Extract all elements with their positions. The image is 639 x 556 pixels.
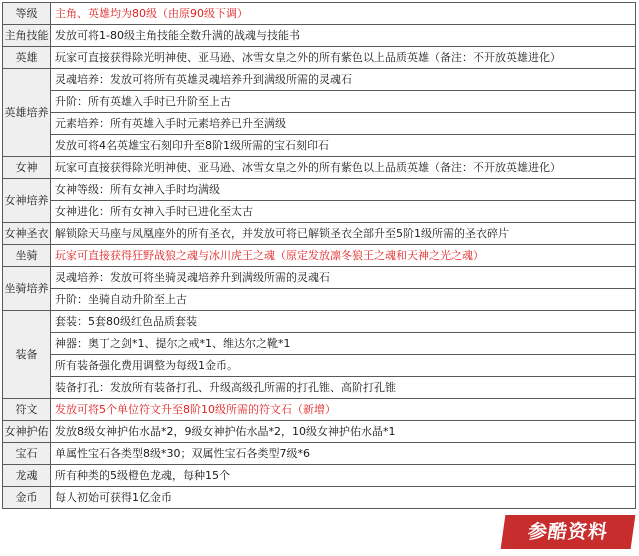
row-description: 玩家可直接获得狂野战狼之魂与冰川虎王之魂（原定发放凛冬狼王之魂和天神之光之魂） bbox=[51, 245, 636, 267]
row-category: 宝石 bbox=[3, 443, 51, 465]
row-description: 元素培养：所有英雄入手时元素培养已升至满级 bbox=[51, 113, 636, 135]
table-row bbox=[3, 3, 636, 25]
row-category: 女神圣衣 bbox=[3, 223, 51, 245]
table-row bbox=[3, 289, 636, 311]
table-row bbox=[3, 69, 636, 91]
row-category: 坐骑 bbox=[3, 245, 51, 267]
row-description: 神器：奥丁之剑*1、提尔之戒*1、维达尔之靴*1 bbox=[51, 333, 636, 355]
row-description: 发放可将4名英雄宝石刻印升至8阶1级所需的宝石刻印石 bbox=[51, 135, 636, 157]
row-description: 解锁除天马座与凤凰座外的所有圣衣，并发放可将已解锁圣衣全部升至5阶1级所需的圣衣碎片 bbox=[51, 223, 636, 245]
row-description: 女神进化：所有女神入手时已进化至太古 bbox=[51, 201, 636, 223]
table-row bbox=[3, 399, 636, 421]
info-table bbox=[2, 2, 636, 509]
table-row bbox=[3, 267, 636, 289]
row-description: 所有装备强化费用调整为每级1金币。 bbox=[51, 355, 636, 377]
row-description: 女神等级：所有女神入手时均满级 bbox=[51, 179, 636, 201]
table-row bbox=[3, 201, 636, 223]
row-description: 玩家可直接获得除光明神使、亚马逊、冰雪女皇之外的所有紫色以上品质英雄（备注：不开放英雄进化） bbox=[51, 47, 636, 69]
table-row bbox=[3, 421, 636, 443]
table-row bbox=[3, 223, 636, 245]
row-category: 女神 bbox=[3, 157, 51, 179]
row-description: 发放8级女神护佑水晶*2，9级女神护佑水晶*2，10级女神护佑水晶*1 bbox=[51, 421, 636, 443]
row-description: 灵魂培养：发放可将坐骑灵魂培养升到满级所需的灵魂石 bbox=[51, 267, 636, 289]
row-description: 单属性宝石各类型8级*30；双属性宝石各类型7级*6 bbox=[51, 443, 636, 465]
row-description: 套装：5套80级红色品质套装 bbox=[51, 311, 636, 333]
row-category: 英雄培养 bbox=[3, 69, 51, 157]
table-row bbox=[3, 355, 636, 377]
row-description: 玩家可直接获得除光明神使、亚马逊、冰雪女皇之外的所有紫色以上品质英雄（备注：不开放英雄进化） bbox=[51, 157, 636, 179]
table-row bbox=[3, 47, 636, 69]
row-description: 装备打孔：发放所有装备打孔、升级高级孔所需的打孔锥、高阶打孔锥 bbox=[51, 377, 636, 399]
row-description: 每人初始可获得1亿金币 bbox=[51, 487, 636, 509]
info-table-body bbox=[3, 3, 636, 509]
row-category: 装备 bbox=[3, 311, 51, 399]
table-row bbox=[3, 465, 636, 487]
table-row bbox=[3, 487, 636, 509]
row-category: 主角技能 bbox=[3, 25, 51, 47]
table-row bbox=[3, 25, 636, 47]
row-category: 龙魂 bbox=[3, 465, 51, 487]
table-row bbox=[3, 245, 636, 267]
table-row bbox=[3, 179, 636, 201]
table-row bbox=[3, 113, 636, 135]
table-row bbox=[3, 443, 636, 465]
table-row bbox=[3, 333, 636, 355]
table-row bbox=[3, 91, 636, 113]
table-row bbox=[3, 311, 636, 333]
table-row bbox=[3, 377, 636, 399]
row-category: 女神护佑 bbox=[3, 421, 51, 443]
row-description: 升阶：所有英雄入手时已升阶至上古 bbox=[51, 91, 636, 113]
table-row bbox=[3, 135, 636, 157]
row-description: 升阶：坐骑自动升阶至上古 bbox=[51, 289, 636, 311]
row-category: 英雄 bbox=[3, 47, 51, 69]
row-category: 等级 bbox=[3, 3, 51, 25]
row-description: 发放可将1-80级主角技能全数升满的战魂与技能书 bbox=[51, 25, 636, 47]
row-category: 符文 bbox=[3, 399, 51, 421]
row-description: 所有种类的5级橙色龙魂，每种15个 bbox=[51, 465, 636, 487]
row-description: 灵魂培养：发放可将所有英雄灵魂培养升到满级所需的灵魂石 bbox=[51, 69, 636, 91]
row-category: 女神培养 bbox=[3, 179, 51, 223]
watermark-logo: 参酷资料 bbox=[501, 515, 636, 549]
row-category: 金币 bbox=[3, 487, 51, 509]
row-description: 发放可将5个单位符文升至8阶10级所需的符文石（新增） bbox=[51, 399, 636, 421]
row-category: 坐骑培养 bbox=[3, 267, 51, 311]
row-description: 主角、英雄均为80级（由原90级下调） bbox=[51, 3, 636, 25]
table-row bbox=[3, 157, 636, 179]
